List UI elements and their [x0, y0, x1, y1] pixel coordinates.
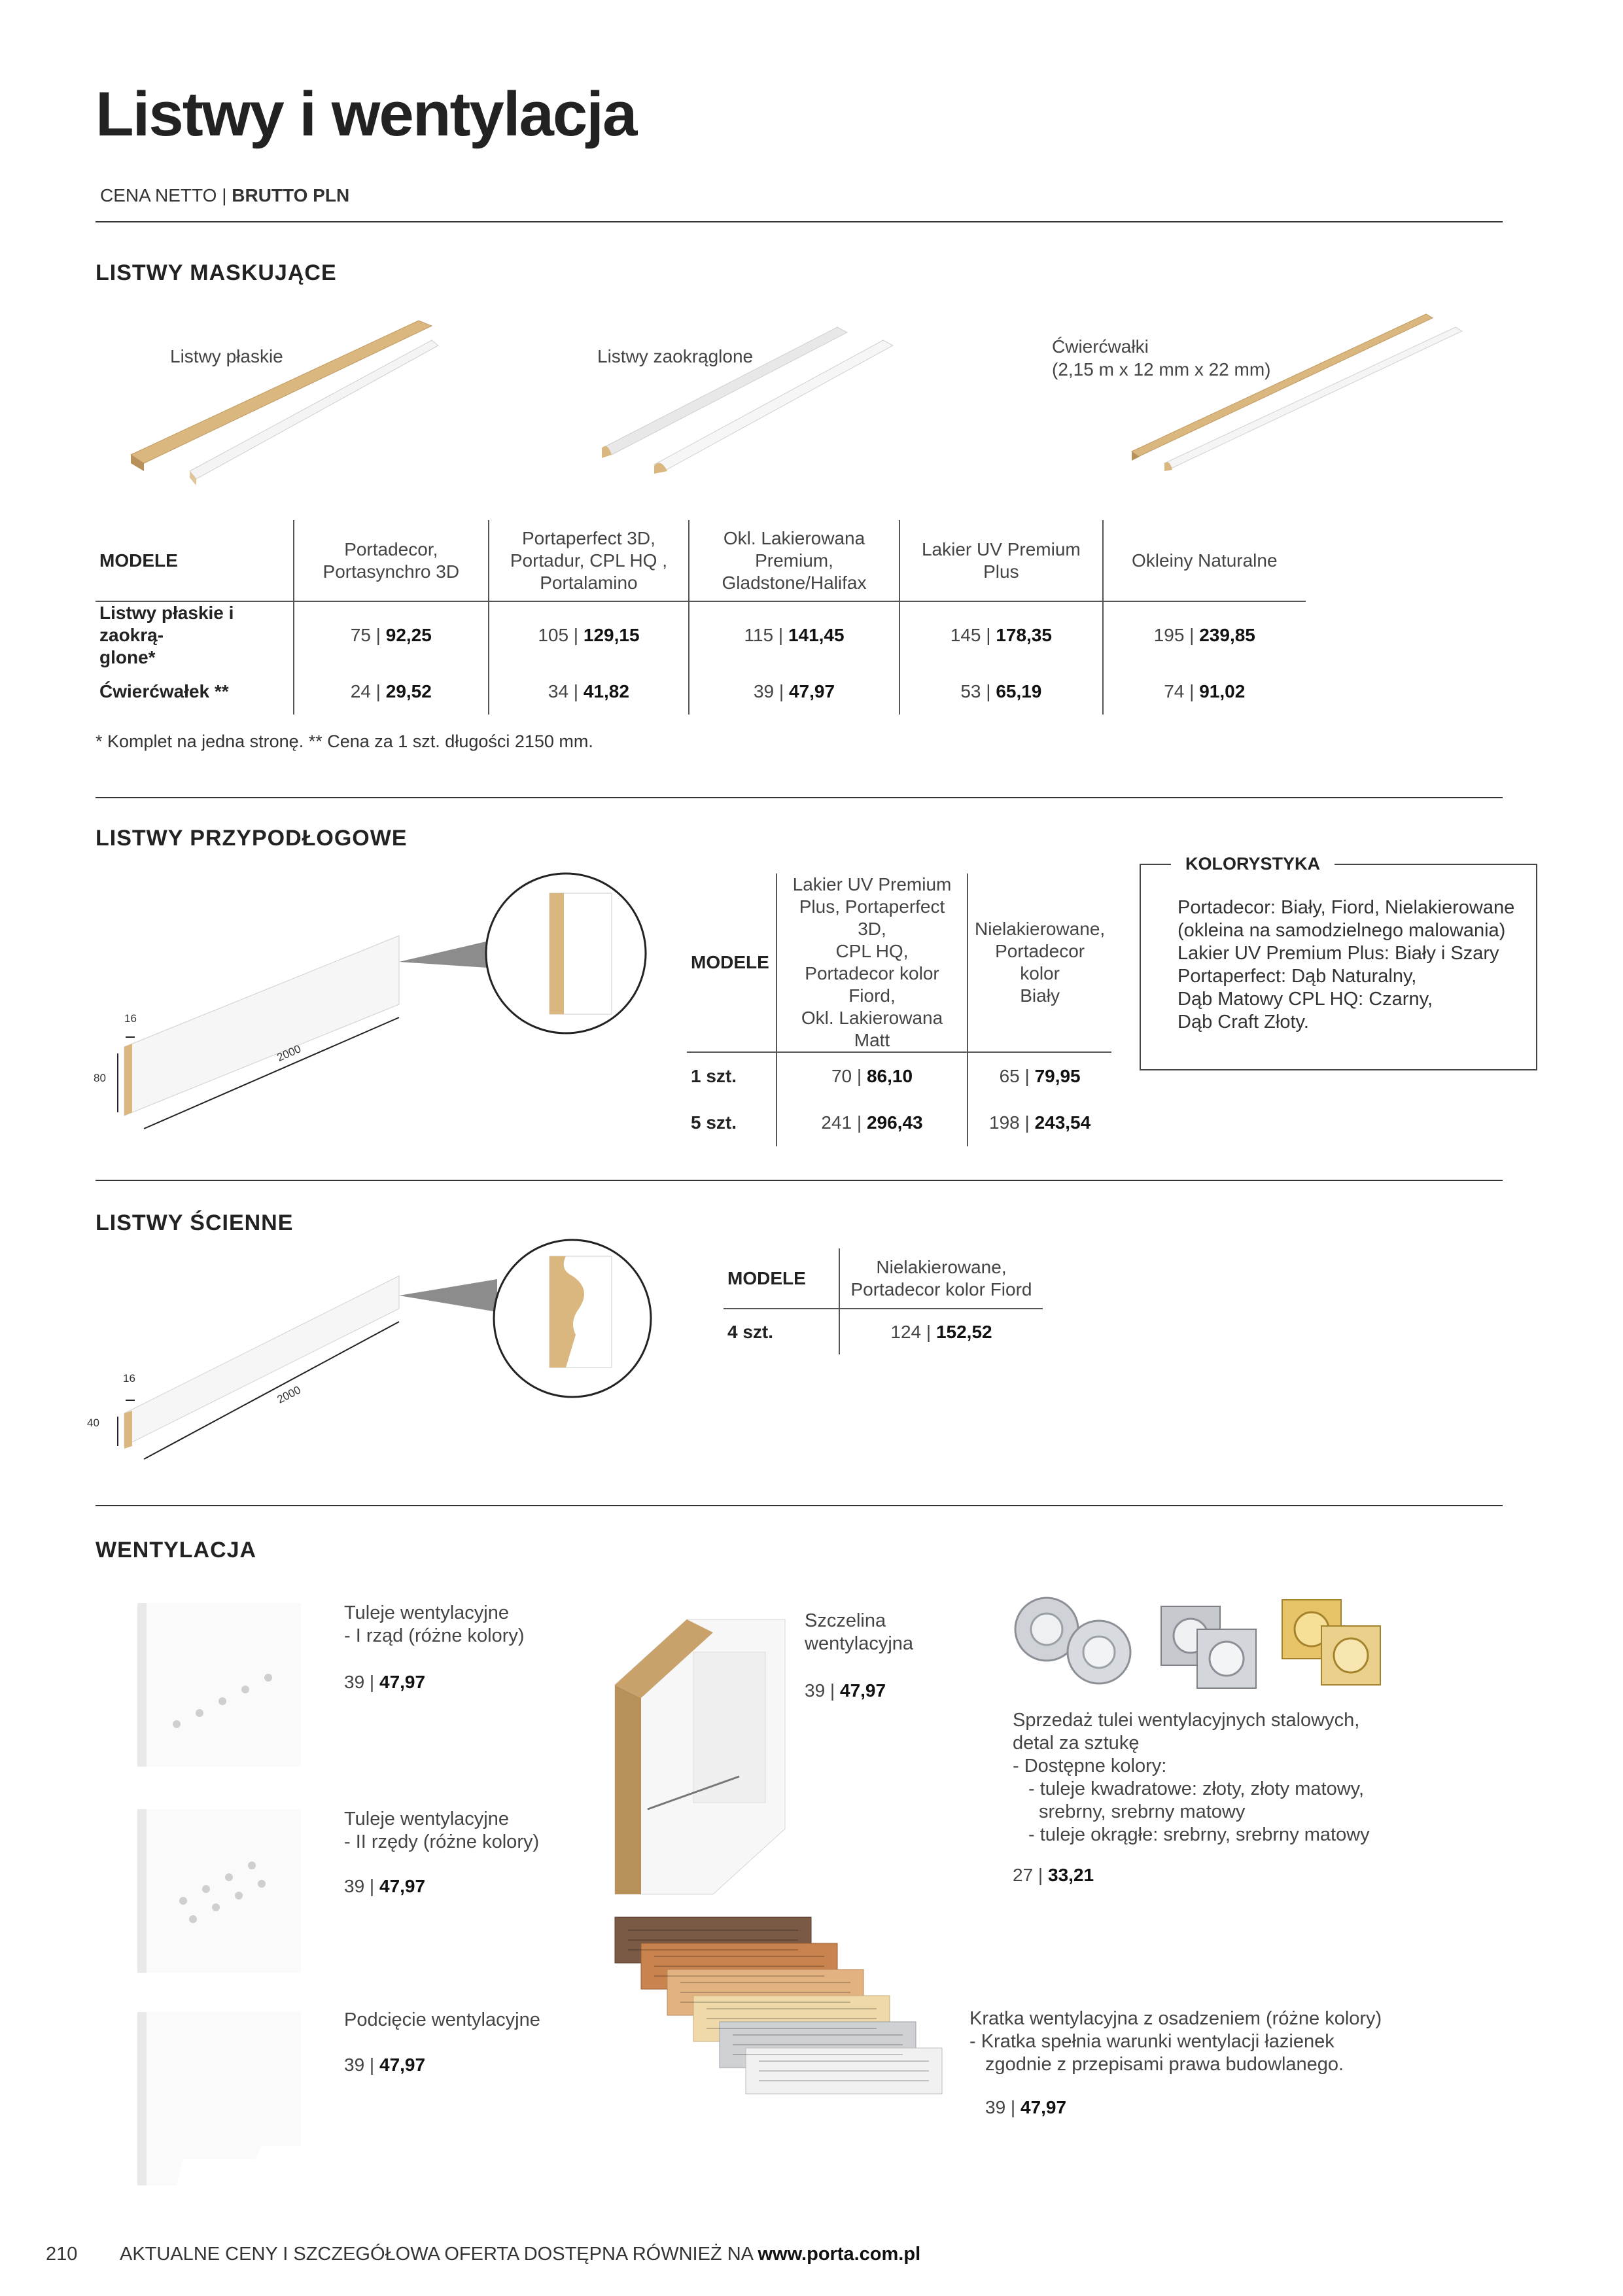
scienne-price-table — [724, 1248, 1043, 1354]
page-number: 210 — [46, 2244, 78, 2265]
grille-desc: Kratka wentylacyjna z osadzeniem (różne kolory) - Kratka spełnia warunki wentylacji łazienek zgodnie z przepisami prawa budowlanego. — [969, 2008, 1382, 2075]
podciecie-desc: Podcięcie wentylacyjne — [344, 2009, 540, 2030]
vent-slot-door-image — [608, 1606, 805, 1901]
label-quarter-dims: (2,15 m x 12 mm x 22 mm) — [1052, 359, 1271, 380]
kolorystyka-text: Portadecor: Biały, Fiord, Nielakierowane (okleina na samodzielnego malowania) Lakier UV Premium Plus: Biały i Szary Portaperfect: Dąb Naturalny, Dąb Matowy CPL HQ: Czarny, Dąb Craft Złoty. — [1178, 897, 1515, 1033]
rounded-moulding-image — [589, 314, 903, 484]
section-heading-scienne: LISTWY ŚCIENNE — [96, 1210, 294, 1235]
grille-price: 39 | 47,97 — [985, 2097, 1067, 2117]
label-flat: Listwy płaskie — [170, 346, 283, 366]
divider — [96, 797, 1503, 798]
maskujace-price-table — [96, 520, 1306, 715]
tuleje-1-desc: Tuleje wentylacyjne - I rząd (różne kolory) — [344, 1602, 525, 1646]
column-header: Nielakierowane, Portadecor kolor Biały — [968, 874, 1111, 1052]
flat-moulding-image — [124, 314, 438, 497]
szczelina-price: 39 | 47,97 — [805, 1680, 886, 1701]
tuleje-2-price: 39 | 47,97 — [344, 1876, 426, 1896]
tuleje-2-desc: Tuleje wentylacyjne - II rzędy (różne kolory) — [344, 1809, 540, 1852]
wall-dim-l: 2000 — [275, 1383, 303, 1406]
divider — [96, 221, 1503, 222]
price-legend-net: CENA NETTO — [100, 185, 217, 205]
price-legend-gross: BRUTTO PLN — [232, 185, 350, 205]
podciecie-price: 39 | 47,97 — [344, 2055, 426, 2075]
section-heading-maskujace: LISTWY MASKUJĄCE — [96, 260, 337, 285]
divider — [96, 1180, 1503, 1181]
footer-link[interactable]: www.porta.com.pl — [758, 2244, 921, 2265]
column-header: Portaperfect 3D, Portadur, CPL HQ , Portalamino — [489, 520, 689, 601]
label-rounded: Listwy zaokrąglone — [597, 346, 754, 366]
kolorystyka-title: KOLORYSTYKA — [1171, 854, 1335, 874]
column-header: Lakier UV Premium Plus, Portaperfect 3D, CPL HQ, Portadecor kolor Fiord, Okl. Lakierowana Matt — [777, 874, 968, 1052]
table-row: 1 szt. 70 | 86,10 65 | 79,95 — [687, 1052, 1111, 1099]
skirting-dim-w: 16 — [124, 1012, 137, 1025]
skirting-dim-l: 2000 — [275, 1042, 303, 1064]
footnote: * Komplet na jedna stronę. ** Cena za 1 szt. długości 2150 mm. — [96, 732, 593, 751]
wall-dim-h: 40 — [87, 1417, 99, 1429]
column-header: Portadecor, Portasynchro 3D — [294, 520, 489, 601]
vent-undercut-image — [131, 2005, 307, 2195]
table-row: 5 szt. 241 | 296,43 198 | 243,54 — [687, 1099, 1111, 1146]
skirting-board-image — [92, 864, 667, 1145]
vent-sleeves-2-rows-image — [131, 1803, 307, 1979]
divider — [96, 1505, 1503, 1506]
table-row: Ćwierćwałek ** 24 | 29,52 34 | 41,82 39 | 47,97 53 | 65,19 74 | 91,02 — [96, 669, 1306, 715]
wall-dim-w: 16 — [123, 1372, 135, 1385]
footer-text: AKTUALNE CENY I SZCZEGÓŁOWA OFERTA DOSTĘPNA RÓWNIEŻ NA www.porta.com.pl — [120, 2244, 921, 2265]
column-header: Nielakierowane, Portadecor kolor Fiord — [839, 1248, 1043, 1309]
section-heading-przypodlogowe: LISTWY PRZYPODŁOGOWE — [96, 826, 408, 851]
tuleje-1-price: 39 | 47,97 — [344, 1672, 426, 1692]
skirting-dim-h: 80 — [94, 1072, 106, 1084]
table-row: Listwy płaskie i zaokrą- glone* 75 | 92,25 105 | 129,15 115 | 141,45 145 | 178,35 195 | 239,85 — [96, 601, 1306, 669]
steel-sleeves-price: 27 | 33,21 — [1013, 1865, 1094, 1885]
column-header: Okl. Lakierowana Premium, Gladstone/Halifax — [689, 520, 899, 601]
price-legend — [100, 185, 349, 206]
label-quarter: Ćwierćwałki — [1052, 336, 1149, 357]
table-row: 4 szt. 124 | 152,52 — [724, 1309, 1043, 1354]
szczelina-desc: Szczelina wentylacyjna — [805, 1610, 914, 1654]
table-corner: MODELE — [687, 874, 777, 1052]
wall-moulding-image — [92, 1230, 667, 1479]
column-header: Okleiny Naturalne — [1103, 520, 1306, 601]
table-corner: MODELE — [96, 520, 294, 601]
page-title: Listwy i wentylacja — [96, 79, 637, 149]
steel-sleeves-desc: Sprzedaż tulei wentylacyjnych stalowych, detal za sztukę - Dostępne kolory: - tuleje kwadratowe: złoty, złoty matowy, srebrny, srebrny matowy - tuleje okrągłe: srebrny, srebrny matowy — [1013, 1710, 1370, 1845]
steel-sleeves-image — [1007, 1583, 1413, 1701]
quarter-round-image — [1125, 308, 1465, 478]
przypodlogowe-price-table — [687, 874, 1111, 1146]
price-legend-sep: | — [222, 185, 227, 205]
column-header: Lakier UV Premium Plus — [899, 520, 1102, 601]
section-heading-wentylacja: WENTYLACJA — [96, 1538, 257, 1563]
vent-sleeves-1-row-image — [131, 1597, 307, 1773]
vent-grilles-image — [608, 1911, 949, 2133]
table-corner: MODELE — [724, 1248, 839, 1309]
